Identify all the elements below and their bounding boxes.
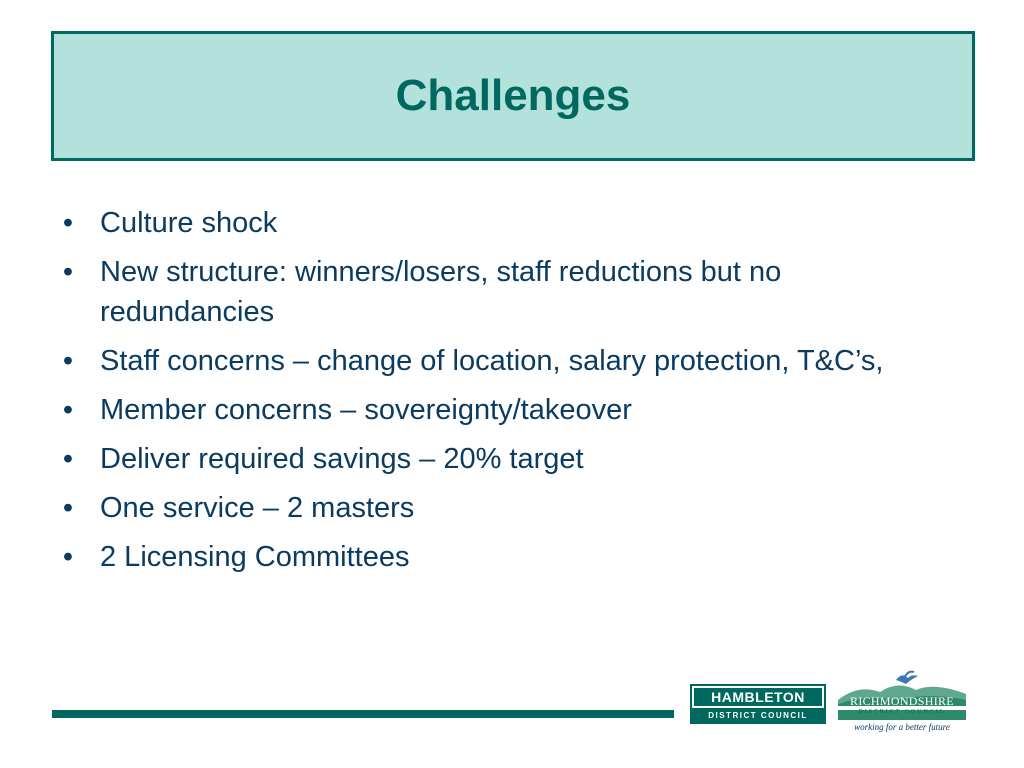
footer-divider <box>52 710 674 718</box>
bullet-item <box>58 439 938 479</box>
hambleton-logo-name: HAMBLETON <box>692 686 824 708</box>
bullet-text: Culture shock <box>100 207 278 239</box>
richmondshire-logo-tagline: working for a better future <box>854 722 950 732</box>
bullet-text: 2 Licensing Committees <box>100 541 410 573</box>
bullet-marker: • <box>62 541 74 573</box>
bullet-marker: • <box>62 256 74 288</box>
bullet-text: One service – 2 masters <box>100 492 415 524</box>
richmondshire-logo-subtitle: DISTRICT COUNCIL <box>858 709 946 715</box>
bullet-text: Member concerns – sovereignty/takeover <box>100 394 632 426</box>
bullet-text: New structure: winners/losers, staff reductions but no redundancies <box>100 256 782 328</box>
bullet-marker: • <box>62 443 74 475</box>
hambleton-logo <box>690 684 826 724</box>
bullet-item <box>58 252 938 332</box>
bullet-item <box>58 390 938 430</box>
richmondshire-logo-name: RICHMONDSHIRE <box>850 694 954 708</box>
slide-title: Challenges <box>395 71 631 120</box>
richmondshire-logo <box>838 670 966 736</box>
bullet-item <box>58 488 938 528</box>
bullet-item <box>58 341 938 381</box>
bullet-text: Staff concerns – change of location, salary protection, T&C’s, <box>100 345 884 377</box>
title-box <box>51 31 975 161</box>
bullet-marker: • <box>62 394 74 426</box>
bullet-marker: • <box>62 492 74 524</box>
bullet-text: Deliver required savings – 20% target <box>100 443 584 475</box>
bullet-item <box>58 537 938 577</box>
bullet-list <box>58 203 938 586</box>
bullet-marker: • <box>62 345 74 377</box>
bullet-item <box>58 203 938 243</box>
bullet-marker: • <box>62 207 74 239</box>
hambleton-logo-subtitle: DISTRICT COUNCIL <box>708 710 808 720</box>
